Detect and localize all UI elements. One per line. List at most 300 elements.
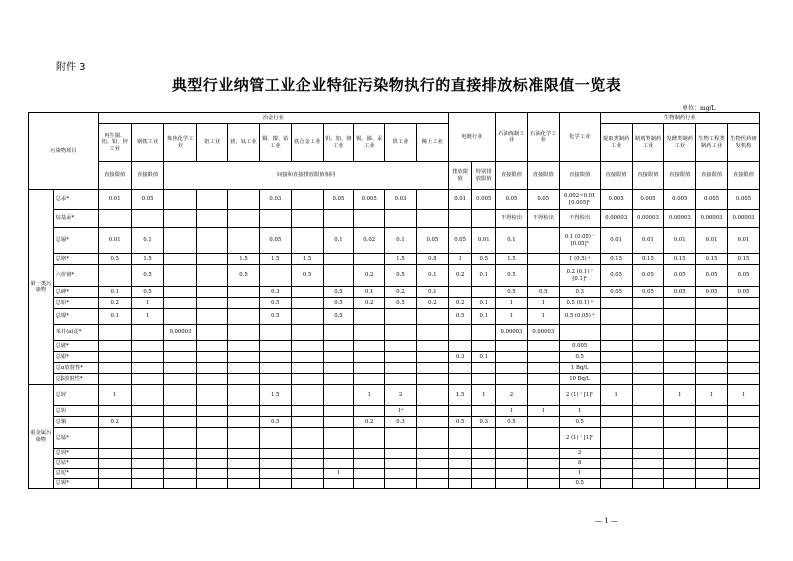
limit-cell [727, 417, 759, 428]
limit-cell [448, 341, 472, 352]
table-row [29, 298, 760, 309]
limit-cell: 0.05 [632, 287, 664, 298]
limit-cell [632, 428, 664, 449]
limit-cell: 0.5 [559, 417, 600, 428]
limit-cell [696, 325, 728, 341]
limit-cell: 2 (1) ᶜ [1]ᵇ [559, 428, 600, 449]
limit-cell: 0.5 (0.1) ᵃ [559, 298, 600, 309]
limit-cell [323, 325, 354, 341]
limit-cell: 0.01 [727, 228, 759, 254]
limit-cell [323, 479, 354, 489]
limit-cell [164, 190, 197, 210]
limit-cell [632, 417, 664, 428]
header-sub: 直接限值 [559, 162, 600, 190]
limit-cell: 0.00003 [696, 210, 728, 228]
limit-cell [696, 428, 728, 449]
limit-cell [600, 428, 632, 449]
limit-cell [323, 385, 354, 406]
limit-cell [416, 406, 448, 417]
limit-cell [164, 228, 197, 254]
header-col: 钒工业 [385, 124, 417, 162]
limit-cell: 0.1 [323, 228, 354, 254]
limit-cell: 1 [496, 406, 528, 417]
limit-cell: 0.00003 [727, 210, 759, 228]
limit-cell [527, 428, 559, 449]
limit-cell: 1 [559, 469, 600, 479]
limit-cell [600, 479, 632, 489]
limit-cell [472, 459, 496, 469]
limit-cell [727, 479, 759, 489]
limit-cell [472, 406, 496, 417]
limit-cell: 0.05 [416, 228, 448, 254]
limit-cell [354, 449, 385, 459]
pollutant-name: 苯并(a)芘* [53, 325, 98, 341]
limit-cell: 0.1 [98, 287, 131, 298]
limit-cell [131, 385, 164, 406]
limit-cell [632, 298, 664, 309]
limit-cell [323, 417, 354, 428]
limit-cell [496, 428, 528, 449]
limit-cell: 1 [527, 298, 559, 309]
pollutant-name: 总砷* [53, 287, 98, 298]
limit-cell [696, 449, 728, 459]
limit-cell [600, 417, 632, 428]
limit-cell [291, 363, 323, 374]
limit-cell: 0.5 [448, 309, 472, 325]
limit-cell [291, 287, 323, 298]
limit-cell: 0.01 [696, 228, 728, 254]
limit-cell [259, 325, 291, 341]
limit-cell [385, 210, 417, 228]
limit-cell: 不得检出 [496, 210, 528, 228]
limit-cell [664, 325, 696, 341]
limit-cell [527, 459, 559, 469]
limit-cell [228, 210, 260, 228]
limit-cell [448, 449, 472, 459]
limit-cell [496, 363, 528, 374]
header-col: 生物医药研发机构 [727, 124, 759, 162]
limit-cell [354, 428, 385, 449]
table-row [29, 469, 760, 479]
limit-cell: 0.05 [600, 265, 632, 287]
limit-cell [164, 417, 197, 428]
limit-cell [727, 298, 759, 309]
limit-cell [632, 459, 664, 469]
limit-cell: 0.1 (0.05) ᶜ [0.05]ᵇ [559, 228, 600, 254]
table-row [29, 385, 760, 406]
limit-cell [228, 417, 260, 428]
limit-cell [323, 254, 354, 265]
limit-cell: 0.1 [496, 228, 528, 254]
limit-cell [696, 469, 728, 479]
limit-cell: 0.03 [259, 190, 291, 210]
header-col: 钢铁工业 [131, 124, 164, 162]
limit-cell [197, 469, 228, 479]
limit-cell [291, 428, 323, 449]
table-row [29, 352, 760, 363]
limit-cell [259, 449, 291, 459]
limit-cell [727, 459, 759, 469]
limit-cell [291, 417, 323, 428]
pollutant-name: 总银* [53, 352, 98, 363]
header-col: 发酵类制药工业 [664, 124, 696, 162]
limit-cell [164, 406, 197, 417]
limit-cell [416, 341, 448, 352]
standards-table [28, 112, 760, 489]
limit-cell [98, 449, 131, 459]
limit-cell [197, 298, 228, 309]
table-row [29, 341, 760, 352]
limit-cell: 0.2 [385, 287, 417, 298]
limit-cell: 0.2 [98, 417, 131, 428]
limit-cell: 0.05 [131, 190, 164, 210]
limit-cell [98, 352, 131, 363]
pollutant-name: 总镍* [53, 309, 98, 325]
limit-cell: 0.5 [228, 265, 260, 287]
limit-cell [131, 341, 164, 352]
limit-cell [131, 469, 164, 479]
limit-cell: 1 [496, 309, 528, 325]
limit-cell: 0.15 [632, 254, 664, 265]
limit-cell [291, 309, 323, 325]
limit-cell [164, 341, 197, 352]
header-col: 石油化学工业 [527, 113, 559, 162]
header-col: 镁、钛工业 [228, 124, 260, 162]
limit-cell [259, 341, 291, 352]
header-sub: 直接限值 [727, 162, 759, 190]
limit-cell: 0.1 [416, 287, 448, 298]
header-pollutant-item: 污染物项目 [29, 113, 99, 190]
limit-cell [448, 287, 472, 298]
limit-cell: 1 [559, 406, 600, 417]
table-row [29, 325, 760, 341]
limit-cell [354, 469, 385, 479]
limit-cell [197, 363, 228, 374]
limit-cell [164, 287, 197, 298]
limit-cell: 1.5 [291, 254, 323, 265]
header-sub: 间接和直接排放限值相同 [164, 162, 448, 190]
limit-cell [228, 352, 260, 363]
limit-cell [416, 210, 448, 228]
limit-cell [527, 254, 559, 265]
limit-cell [385, 469, 417, 479]
limit-cell: 0.05 [696, 265, 728, 287]
limit-cell: 1.5 [259, 254, 291, 265]
limit-cell: 2 [385, 385, 417, 406]
limit-cell [696, 363, 728, 374]
header-sub: 直接限值 [131, 162, 164, 190]
limit-cell: 0.01 [632, 228, 664, 254]
limit-cell [448, 428, 472, 449]
limit-cell: 0.1 [354, 287, 385, 298]
limit-cell [472, 341, 496, 352]
limit-cell [416, 428, 448, 449]
limit-cell [496, 352, 528, 363]
limit-cell [197, 459, 228, 469]
limit-cell [527, 341, 559, 352]
limit-cell: 0.02 [354, 228, 385, 254]
table-row [29, 479, 760, 489]
limit-cell [472, 374, 496, 385]
pollutant-name: 总锡* [53, 479, 98, 489]
limit-cell [448, 469, 472, 479]
pollutant-name: 总镉* [53, 228, 98, 254]
limit-cell [496, 479, 528, 489]
limit-cell [600, 459, 632, 469]
limit-cell [696, 417, 728, 428]
limit-cell [527, 265, 559, 287]
limit-cell: 0.05 [632, 265, 664, 287]
limit-cell: 0.1 [385, 228, 417, 254]
page-number-line [0, 517, 793, 525]
limit-cell [448, 479, 472, 489]
limit-cell: 0.05 [600, 287, 632, 298]
limit-cell [527, 352, 559, 363]
limit-cell: 0.5 [496, 417, 528, 428]
limit-cell [527, 469, 559, 479]
limit-cell [600, 352, 632, 363]
limit-cell [131, 479, 164, 489]
table-body [29, 190, 760, 489]
limit-cell: 0.05 [527, 190, 559, 210]
limit-cell: 1 [131, 309, 164, 325]
limit-cell [664, 459, 696, 469]
limit-cell: 2 [559, 449, 600, 459]
limit-cell [259, 374, 291, 385]
limit-cell [164, 309, 197, 325]
limit-cell: 1 [696, 385, 728, 406]
pollutant-name: 总铅* [53, 298, 98, 309]
limit-cell [197, 309, 228, 325]
limit-cell [727, 341, 759, 352]
limit-cell [416, 325, 448, 341]
limit-cell: 0.00003 [632, 210, 664, 228]
limit-cell [259, 406, 291, 417]
limit-cell [600, 298, 632, 309]
limit-cell [323, 428, 354, 449]
limit-cell [259, 479, 291, 489]
limit-cell [448, 325, 472, 341]
limit-cell [197, 428, 228, 449]
table-row [29, 428, 760, 449]
limit-cell [197, 352, 228, 363]
limit-cell: 0.2 (0.1) ᶜ [0.1]ᵇ [559, 265, 600, 287]
header-sub: 直接限值 [696, 162, 728, 190]
limit-cell [291, 459, 323, 469]
limit-cell: 0.1 [98, 309, 131, 325]
table-row [29, 363, 760, 374]
limit-cell [664, 406, 696, 417]
limit-cell: 1 [496, 298, 528, 309]
limit-cell: 0.5 [385, 265, 417, 287]
limit-cell: 0.05 [323, 190, 354, 210]
limit-cell: 0.3 [448, 352, 472, 363]
limit-cell [600, 341, 632, 352]
limit-cell: 0.1 [131, 228, 164, 254]
limit-cell [664, 479, 696, 489]
limit-cell [228, 406, 260, 417]
pollutant-name: 总钒 [53, 406, 98, 417]
limit-cell [164, 385, 197, 406]
limit-cell [291, 210, 323, 228]
limit-cell [228, 298, 260, 309]
limit-cell: 1.5 [259, 385, 291, 406]
limit-cell [291, 325, 323, 341]
limit-cell [632, 374, 664, 385]
header-col: 石油炼制工业 [496, 113, 528, 162]
header-col-electroplating: 电镀行业 [448, 113, 495, 162]
limit-cell: 0.1 [472, 265, 496, 287]
limit-cell [354, 406, 385, 417]
limit-cell [696, 459, 728, 469]
limit-cell: 不得检出 [559, 210, 600, 228]
limit-cell [197, 190, 228, 210]
limit-cell [416, 417, 448, 428]
limit-cell [259, 363, 291, 374]
pollutant-name: 总钴* [53, 459, 98, 469]
limit-cell [164, 254, 197, 265]
limit-cell: 0.5 [291, 265, 323, 287]
limit-cell [664, 352, 696, 363]
pollutant-name: 总锌 [53, 385, 98, 406]
limit-cell [98, 363, 131, 374]
table-row [29, 210, 760, 228]
limit-cell [164, 428, 197, 449]
limit-cell [696, 298, 728, 309]
limit-cell [385, 325, 417, 341]
limit-cell [291, 406, 323, 417]
limit-cell [228, 190, 260, 210]
limit-cell [98, 428, 131, 449]
limit-cell [164, 374, 197, 385]
limit-cell [727, 374, 759, 385]
limit-cell [727, 469, 759, 479]
limit-cell [632, 449, 664, 459]
limit-cell: 0.005 [664, 190, 696, 210]
limit-cell: 1.5 [131, 254, 164, 265]
limit-cell [131, 374, 164, 385]
limit-cell: 0.005 [632, 190, 664, 210]
limit-cell [416, 469, 448, 479]
header-sub: 直接限值 [600, 162, 632, 190]
limit-cell [416, 374, 448, 385]
limit-cell [632, 363, 664, 374]
limit-cell [131, 459, 164, 469]
limit-cell: 0.2 [354, 265, 385, 287]
limit-cell [259, 428, 291, 449]
limit-cell: 1 [664, 385, 696, 406]
limit-cell [600, 449, 632, 459]
limit-cell [448, 363, 472, 374]
limit-cell: 0.01 [600, 228, 632, 254]
limit-cell [197, 406, 228, 417]
limit-cell: 0.3 [559, 287, 600, 298]
header-sub: 排放限值 [448, 162, 472, 190]
table-row [29, 449, 760, 459]
limit-cell: 0.5 [131, 265, 164, 287]
header-col: 再生铜、铝、铅、锌工业 [98, 124, 131, 162]
limit-cell: 1 [323, 469, 354, 479]
limit-cell: 0.5 [559, 352, 600, 363]
limit-cell: 1 [448, 254, 472, 265]
pollutant-name: 总β放射性* [53, 374, 98, 385]
limit-cell [496, 449, 528, 459]
limit-cell: 0.5 [448, 417, 472, 428]
limit-cell: 0.5 [323, 309, 354, 325]
limit-cell: 0.5 [496, 287, 528, 298]
limit-cell: 0.5 [98, 254, 131, 265]
limit-cell: 1.5 [448, 385, 472, 406]
limit-cell: 0.5 [472, 254, 496, 265]
limit-cell [448, 374, 472, 385]
page-number: — 1 — [595, 517, 618, 525]
limit-cell: 0.01 [664, 228, 696, 254]
document-title: 典型行业纳管工业企业特征污染物执行的直接排放标准限值一览表 [171, 76, 622, 94]
limit-cell [696, 374, 728, 385]
limit-cell [448, 210, 472, 228]
limit-cell: 0.05 [727, 265, 759, 287]
limit-cell [228, 459, 260, 469]
limit-cell [416, 352, 448, 363]
limit-cell [228, 449, 260, 459]
limit-cell [164, 449, 197, 459]
limit-cell: 1.5 [385, 254, 417, 265]
limit-cell [385, 352, 417, 363]
limit-cell: 1 [727, 385, 759, 406]
limit-cell: 0.00003 [164, 325, 197, 341]
limit-cell [527, 385, 559, 406]
limit-cell: 1.5 [496, 254, 528, 265]
category-heavy-metal: 重金属污染物 [29, 385, 54, 489]
limit-cell [98, 265, 131, 287]
limit-cell [197, 479, 228, 489]
limit-cell [291, 449, 323, 459]
table-row [29, 190, 760, 210]
limit-cell [197, 254, 228, 265]
limit-cell [291, 385, 323, 406]
limit-cell: 0.05 [696, 287, 728, 298]
limit-cell [472, 469, 496, 479]
limit-cell: 0.005 [472, 190, 496, 210]
limit-cell: 1 [472, 385, 496, 406]
limit-cell [197, 210, 228, 228]
limit-cell [228, 469, 260, 479]
limit-cell: 0.5 [559, 479, 600, 489]
limit-cell [228, 228, 260, 254]
limit-cell [632, 309, 664, 325]
limit-cell: 1 (0.5) ᵃ [559, 254, 600, 265]
limit-cell [131, 210, 164, 228]
limit-cell: 0.15 [664, 254, 696, 265]
limit-cell: 0.15 [696, 254, 728, 265]
limit-cell [354, 309, 385, 325]
limit-cell [664, 449, 696, 459]
limit-cell: 0.2 [448, 265, 472, 287]
limit-cell: 0.05 [727, 287, 759, 298]
header-sub: 直接限值 [98, 162, 131, 190]
limit-cell [664, 374, 696, 385]
limit-cell [164, 210, 197, 228]
limit-cell [197, 385, 228, 406]
limit-cell: 0.01 [472, 228, 496, 254]
limit-cell: 0.03 [385, 190, 417, 210]
limit-cell [354, 352, 385, 363]
limit-cell [664, 363, 696, 374]
limit-cell [727, 428, 759, 449]
limit-cell [600, 469, 632, 479]
limit-cell [323, 210, 354, 228]
pollutant-name: 烷基汞* [53, 210, 98, 228]
